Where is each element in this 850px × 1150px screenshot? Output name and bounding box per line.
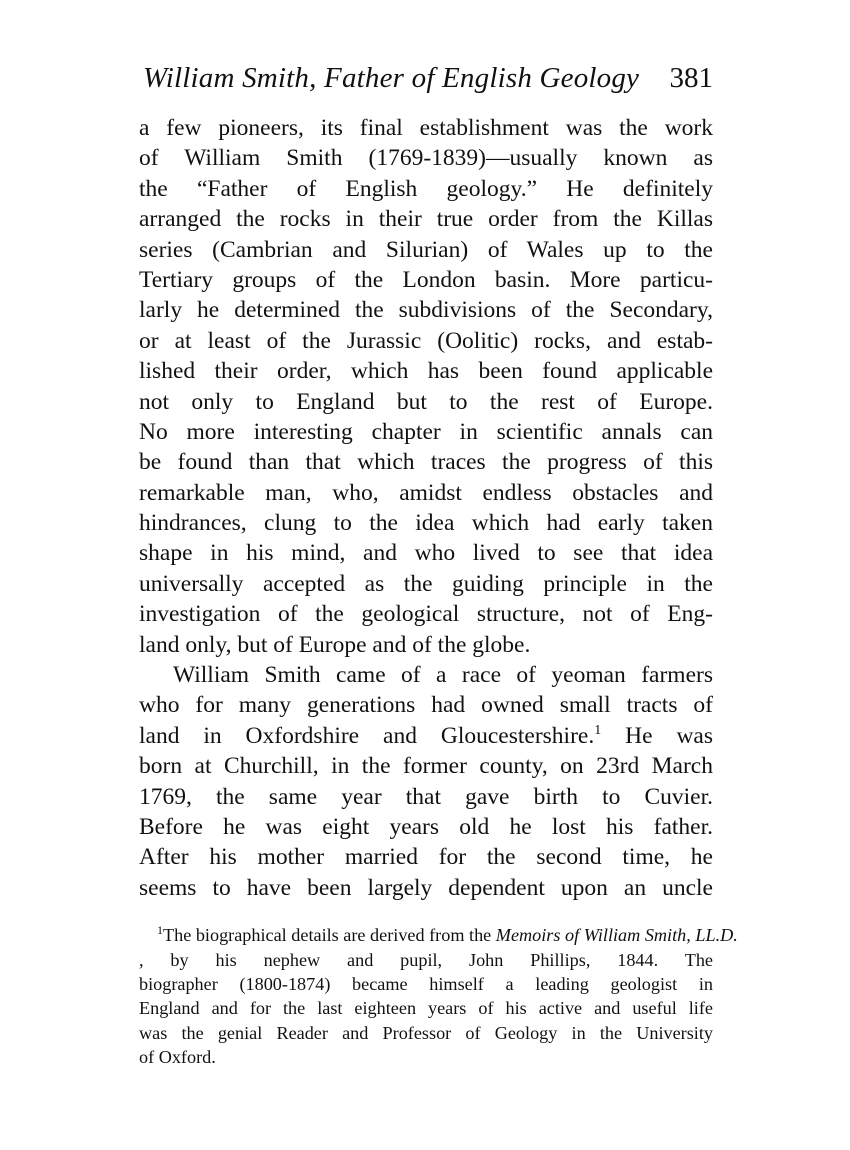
text-line: who for many generations had owned small tracts of [139,692,713,719]
text-line: After his mother married for the second time, he [139,844,713,871]
text-line: Before he was eight years old he lost his father. [139,813,713,840]
footnote-line: was the genial Reader and Professor of Geology in the University [139,1022,713,1043]
footnote-reference: 1 [594,722,602,738]
text-line: the “Father of English geology.” He definitely [139,175,713,202]
book-page [139,60,738,1070]
text-line: 1769, the same year that gave birth to Cuvier. [139,783,713,810]
page-number: 381 [669,62,713,94]
text-line-with-footnote [139,721,713,751]
text-line: universally accepted as the guiding principle in the [139,570,713,597]
text-fragment: land in Oxfordshire and Gloucestershire. [139,722,595,749]
text-line: series (Cambrian and Silurian) of Wales up to the [139,236,713,263]
text-line: be found than that which traces the progress of this [139,449,713,476]
text-line: Tertiary groups of the London basin. More particu- [139,266,713,293]
running-title: William Smith, Father of English Geology [143,62,640,94]
footnote-text: The biographical details are derived from the [163,925,492,946]
text-line: not only to England but to the rest of Europe. [139,388,713,415]
text-line: born at Churchill, in the former county, on 23rd March [139,753,713,780]
text-line: of William Smith (1769-1839)—usually known as [139,145,713,172]
footnote-line: England and for the last eighteen years of his active and useful life [139,998,713,1019]
paragraph-end-line: land only, but of Europe and of the globe. [139,631,531,658]
text-line: shape in his mind, and who lived to see that idea [139,540,713,567]
text-line: lished their order, which has been found applicable [139,358,713,385]
text-line: arranged the rocks in their true order from the Killas [139,206,713,233]
text-line: seems to have been largely dependent upon an uncle [139,874,713,901]
text-line: hindrances, clung to the idea which had early taken [139,510,713,537]
text-line: larly he determined the subdivisions of the Secondary, [139,297,713,324]
paragraph-start-line: William Smith came of a race of yeoman farmers [173,662,713,689]
footnote-line: , by his nephew and pupil, John Phillips, 1844. The [139,949,713,970]
body-text [139,113,713,903]
footnote-marker: 1 [157,923,163,938]
cited-work-title: Memoirs of William Smith, LL.D. [495,925,738,946]
text-line: a few pioneers, its final establishment was the work [139,115,713,141]
footnote-line: biographer (1800-1874) became himself a leading geologist in [139,973,713,994]
text-line: or at least of the Jurassic (Oolitic) rocks, and estab- [139,327,713,354]
text-line: investigation of the geological structure, not of Eng- [139,601,713,628]
text-fragment: He was [625,722,714,749]
footnote-line [139,923,738,947]
footnote [139,923,738,1069]
text-line: No more interesting chapter in scientific annals can [139,418,713,445]
running-head [139,60,713,104]
footnote-line: of Oxford. [139,1047,216,1068]
text-line: remarkable man, who, amidst endless obstacles and [139,479,713,506]
